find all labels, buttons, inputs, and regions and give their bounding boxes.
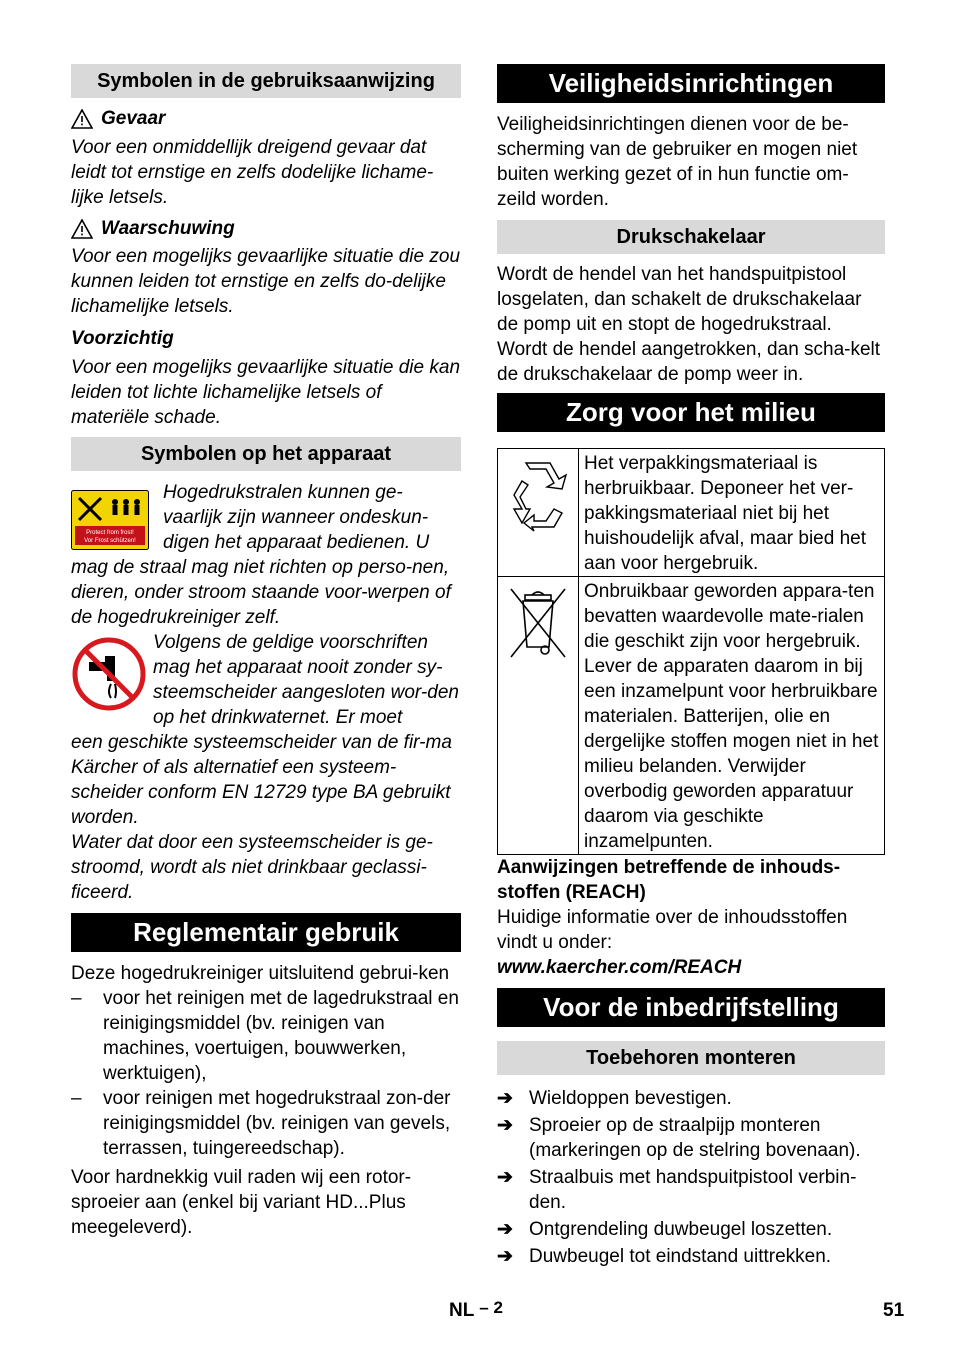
arrow-icon: ➔ [497, 1115, 513, 1136]
hp-warning-block [71, 480, 461, 555]
hp-warning-text: mag de straal mag niet richten op perso-nen, dieren, onder stroom staande voor-werpen of de hogedrukreiniger zelf. [71, 557, 451, 628]
rotor-nozzle-text: Voor hardnekkig vuil raden wij een rotor-sproeier aan (enkel bij variant HD...Plus meegeleverd). [71, 1167, 412, 1238]
label-protect-line-2: Vor Frost schützen! [84, 538, 136, 544]
warning-triangle-icon [71, 219, 93, 239]
caution-title: Voorzichtig [71, 328, 174, 349]
drinking-water-text-2: Water dat door een systeemscheider is ge-stroomd, wordt als niet drinkbaar geclassi-ficeerd. [71, 832, 433, 903]
reach-title: Aanwijzingen betreffende de inhouds-stoffen (REACH) [497, 857, 841, 903]
table-row [498, 449, 885, 577]
list-item: ➔ Straalbuis met handspuitpistool verbin-den. [497, 1167, 857, 1213]
list-item: ➔ Ontgrendeling duwbeugel loszetten. [497, 1219, 833, 1240]
drinking-water-text: een geschikte systeemscheider van de fir-ma Kärcher of als alternatief een systeem-scheider conform EN 12729 type BA gebruikt worden. [71, 732, 452, 828]
left-column [71, 64, 461, 1240]
list-item: ➔ Duwbeugel tot eindstand uittrekken. [497, 1246, 832, 1267]
safety-text: Veiligheidsinrichtingen dienen voor de be-scherming van de gebruiker en mogen niet buiten werking gezet of in hun functie om-zeild worden. [497, 114, 858, 210]
intended-use-list [71, 986, 461, 1161]
list-item: – voor reinigen met hogedrukstraal zon-der reinigingsmiddel (bv. reinigen van gevels, terrassen, tuingereedschap). [71, 1088, 451, 1159]
list-item: ➔ Wieldoppen bevestigen. [497, 1088, 732, 1109]
arrow-icon: ➔ [497, 1167, 513, 1188]
footer-language [449, 1298, 503, 1323]
drinking-water-block [71, 630, 461, 730]
hp-jet-warning-label-icon [71, 490, 149, 550]
reach-url[interactable]: www.kaercher.com/REACH [497, 957, 742, 978]
section-heading-safety: Veiligheidsinrichtingen [497, 64, 885, 103]
reach-text: Huidige informatie over de inhoudsstoffen vindt u onder: [497, 907, 848, 953]
drinking-water-text-side: Volgens de geldige voorschriften mag het apparaat nooit zonder sy-steemscheider aangesloten wor-den op het drinkwaternet. Er moet [153, 632, 459, 728]
warning-title: Waarschuwing [101, 218, 235, 239]
section-heading-symbols-manual: Symbolen in de gebruiksaanwijzing [71, 64, 461, 98]
caution-text: Voor een mogelijks gevaarlijke situatie die kan leiden tot lichte lichamelijke letsels of materiële schade. [71, 357, 461, 428]
right-column [497, 64, 885, 1271]
list-item: ➔ Sproeier op de straalpijp monteren (markeringen op de stelring bovenaan). [497, 1115, 861, 1161]
danger-title-row [71, 106, 461, 131]
recycle-icon [500, 457, 576, 533]
arrow-icon: ➔ [497, 1219, 513, 1240]
danger-title: Gevaar [101, 108, 166, 129]
warning-text: Voor een mogelijks gevaarlijke situatie die zou kunnen leiden tot ernstige en zelfs do-delijke lichamelijke letsels. [71, 246, 461, 317]
dash-marker: – [71, 988, 82, 1009]
hp-warning-text-side: Hogedrukstralen kunnen ge-vaarlijk zijn wanneer ondeskun-digen het apparaat bedienen. U [163, 482, 430, 553]
footer-section-page: – 2 [479, 1298, 503, 1317]
section-heading-accessories: Toebehoren monteren [497, 1041, 885, 1075]
no-drinking-water-connection-icon [71, 636, 147, 712]
page-number: 51 [883, 1300, 905, 1321]
table-row [498, 577, 885, 855]
section-heading-startup: Voor de inbedrijfstelling [497, 988, 885, 1027]
warning-title-row [71, 216, 461, 241]
packaging-text: Het verpakkingsmateriaal is herbruikbaar. Deponeer het ver-pakkingsmateriaal niet bij het huishoudelijk afval, maar bied het aan voor hergebruik. [579, 449, 885, 577]
recycle-icon-cell [498, 449, 579, 577]
label-protect-line-1: Protect from frost! [86, 530, 134, 536]
section-heading-intended-use: Reglementair gebruik [71, 913, 461, 952]
pressure-switch-text: Wordt de hendel van het handspuitpistool losgelaten, dan schakelt de drukschakelaar de pomp uit en stopt de hogedrukstraal. Wordt de hendel aangetrokken, dan scha-kelt de drukschakelaar de pomp weer in. [497, 264, 881, 385]
list-item: – voor het reinigen met de lagedrukstraal en reinigingsmiddel (bv. reinigen van machines, voertuigen, bouwwerken, werktuigen), [71, 988, 459, 1084]
section-heading-environment: Zorg voor het milieu [497, 393, 885, 432]
danger-text: Voor een onmiddellijk dreigend gevaar dat leidt tot ernstige en zelfs dodelijke lichame-lijke letsels. [71, 137, 434, 208]
section-heading-device-symbols: Symbolen op het apparaat [71, 437, 461, 471]
intended-use-intro: Deze hogedrukreiniger uitsluitend gebrui-ken [71, 963, 450, 984]
weee-text: Onbruikbaar geworden appara-ten bevatten waardevolle mate-rialen die geschikt zijn voor hergebruik. Lever de apparaten daarom in bij een inzamelpunt voor herbruikbare materialen. Batterijen, olie en dergelijke stoffen mogen niet in het milieu belanden. Verwijder overbodig geworden apparatuur daarom via geschikte inzamelpunten. [579, 577, 885, 855]
section-heading-pressure-switch: Drukschakelaar [497, 220, 885, 254]
environment-table [497, 448, 885, 855]
arrow-icon: ➔ [497, 1088, 513, 1109]
weee-icon-cell [498, 577, 579, 855]
warning-triangle-icon [71, 109, 93, 129]
dash-marker: – [71, 1088, 82, 1109]
crossed-out-wheelie-bin-icon [505, 585, 571, 665]
footer-lang-code: NL [449, 1300, 474, 1321]
arrow-icon: ➔ [497, 1246, 513, 1267]
assembly-steps-list [497, 1086, 885, 1269]
